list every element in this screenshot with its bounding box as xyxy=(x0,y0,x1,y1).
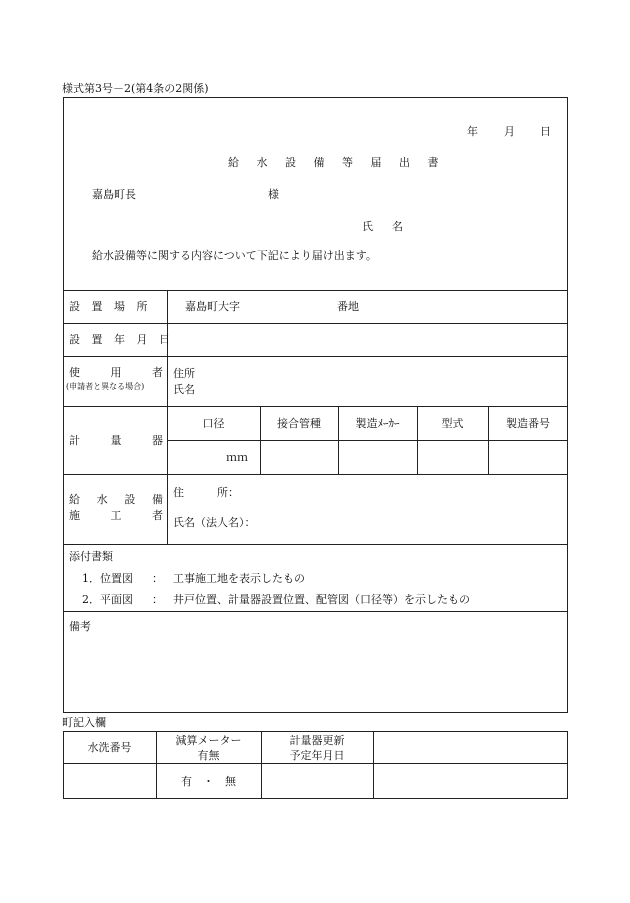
town-section-label: 町記入欄 xyxy=(62,716,106,729)
honorific: 様 xyxy=(268,188,279,201)
addressee: 嘉島町長 xyxy=(92,188,136,201)
meter-col-bore: 口径 xyxy=(202,417,225,430)
divider xyxy=(63,356,568,357)
attachment-2-num: 2．平面図 xyxy=(82,593,133,606)
renewal-date-header-1: 計量器更新 xyxy=(289,734,345,747)
form-frame xyxy=(63,97,568,713)
attachment-1-num: 1．位置図 xyxy=(82,572,133,585)
divider xyxy=(373,731,374,799)
contractor-label-1: 給 水 設 備 xyxy=(69,493,163,506)
divider xyxy=(63,763,568,764)
page-title: 給 水 設 備 等 届 出 書 xyxy=(228,156,446,169)
user-note: (申請者と異なる場合) xyxy=(66,382,145,391)
contractor-name: 氏名（法人名）： xyxy=(173,516,256,529)
statement: 給水設備等に関する内容について下記により届け出ます。 xyxy=(92,249,377,262)
meter-unit: ｍｍ xyxy=(226,451,248,464)
divider xyxy=(63,290,568,291)
divider xyxy=(63,474,568,475)
reduction-meter-value: 有 ・ 無 xyxy=(181,775,236,788)
reduction-meter-header-2: 有無 xyxy=(197,749,220,762)
attachment-2-desc: 井戸位置、計量器設置位置、配管図（口径等）を示したもの xyxy=(173,593,470,606)
date-day: 日 xyxy=(540,125,551,138)
meter-col-pipe: 接合管種 xyxy=(277,417,321,430)
contractor-address: 住 所： xyxy=(173,486,239,499)
attachments-label: 添付書類 xyxy=(69,550,113,563)
user-label: 使 用 者 xyxy=(69,366,163,379)
divider xyxy=(63,406,568,407)
attachment-2-colon: ： xyxy=(152,593,163,606)
date-month: 月 xyxy=(504,125,515,138)
install-date-label: 設 置 年 月 日 xyxy=(69,333,174,346)
applicant-name-label: 氏 名 xyxy=(362,220,407,233)
form-id: 様式第3号－2(第4条の2関係) xyxy=(62,82,209,95)
meter-col-serial: 製造番号 xyxy=(506,417,550,430)
contractor-label-2: 施 工 者 xyxy=(69,509,163,522)
user-name: 氏名 xyxy=(173,383,195,396)
meter-col-model: 型式 xyxy=(441,417,464,430)
divider xyxy=(63,611,568,612)
location-lot: 番地 xyxy=(337,300,359,313)
meter-col-maker: 製造ﾒｰｶｰ xyxy=(355,417,400,430)
reduction-meter-header-1: 減算メーター xyxy=(175,734,242,747)
attachment-1-desc: 工事施工地を表示したもの xyxy=(173,572,305,585)
user-address: 住所 xyxy=(173,367,195,380)
divider xyxy=(63,323,568,324)
date-year: 年 xyxy=(467,125,478,138)
renewal-date-header-2: 予定年月日 xyxy=(289,749,345,762)
remarks-label: 備考 xyxy=(69,620,91,633)
location-label: 設 置 場 所 xyxy=(69,300,152,313)
divider xyxy=(63,544,568,545)
meter-label: 計 量 器 xyxy=(69,434,163,447)
location-town: 嘉島町大字 xyxy=(185,300,240,313)
attachment-1-colon: ： xyxy=(152,572,163,585)
divider xyxy=(167,440,568,441)
wash-no-header: 水洗番号 xyxy=(87,741,132,754)
